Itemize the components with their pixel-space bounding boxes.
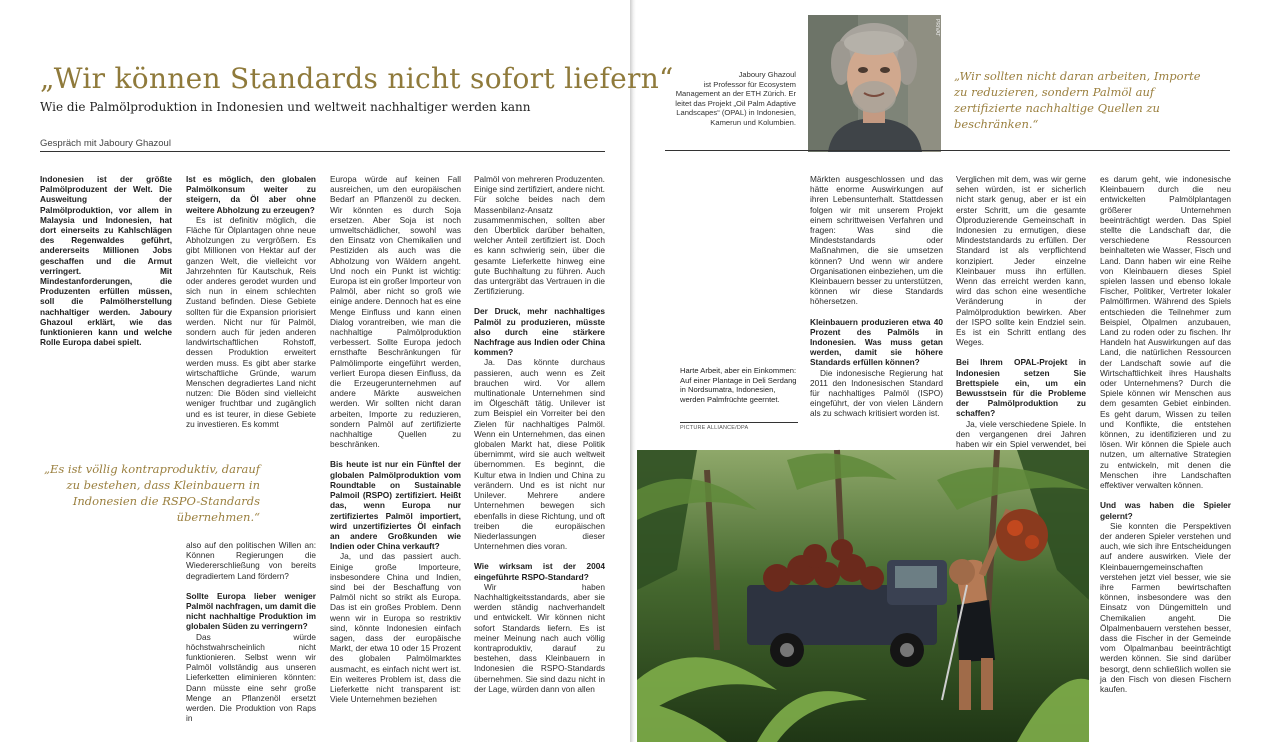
pullquote-right: „Wir sollten nicht daran arbeiten, Importe zu reduzieren, sondern Palmöl auf zertifizierte nachhaltige Quellen zu beschränken.“ (954, 69, 1201, 131)
pullquote-left: „Es ist völlig kontraproduktiv, darauf zu bestehen, dass Kleinbauern in Indonesien die RSPO-Standards übernehmen.“ (43, 462, 260, 524)
answer: Es ist definitiv möglich, die Fläche für Ölplantagen ohne neue Abholzungen zu vergrößern. Es gibt Millionen von Hektar auf der ganzen Welt, die vielleicht vor Jahrzehnten für Kautschuk, Reis oder anderes gerodet wurden und sich nun in einem schlechten Zustand befinden. Diese Gebiete sollten für die Expansion priorisiert werden. Nicht nur für Palmöl, sondern auch für jeden anderen landwirtschaftlichen Rohstoff, dessen Produktion erweitert werden muss. Es gibt aber starke wirtschaftliche Gründe, warum Menschen degradiertes Land nicht nutzen: Die Böden sind vielleicht weniger fruchtbar und zugänglich und es ist teurer, in diese Gebiete zu investieren. Es kommt (186, 214, 316, 429)
answer-continued: Europa würde auf keinen Fall ausreichen, um den europäischen Bedarf an Pflanzenöl zu decken. Wir könnten es durch Soja ersetzen. Aber Soja ist noch umweltschädlicher, sowohl was den Einsatz von Chemikalien und Pestiziden als auch was die Abholzung von Wäldern angeht. Und noch ein Punkt ist wichtig: Europa ist ein großer Importeur von Palmöl, aber nicht so groß wie einige andere. Dennoch hat es eine Menge Einfluss und kann einen Dialog vorantreiben, wie man die nachhaltige Palmölproduktion verbessert. Sollte Europa jedoch ernsthafte Beschränkungen für Palmölimporte eingeführt werden, verliert Europa diesen Einfluss, da die Erzeugerunternehmen auf andere Märkte ausweichen werden. Wir sollten nicht daran arbeiten, Importe zu reduzieren, sondern Palmöl auf zertifizierte nachhaltige Quellen zu beschränken. (330, 174, 462, 450)
column-2-bottom (186, 540, 316, 740)
lead-paragraph: Indonesien ist der größte Palmölproduzent der Welt. Die Ausweitung der Palmölproduktion, vor allem in Malaysia und Indonesien, hat dort einerseits zu Kahlschlägen des Regenwaldes geführt, andererseits Millionen Jobs geschaffen und die Armut verringert. Mit Mindestanforderungen, die Produzenten erfüllen müssen, soll die Palmölherstellung nachhaltiger werden. Jaboury Ghazoul erklärt, wie das funktionieren kann und welche Rolle Europa dabei spielt. (40, 174, 172, 348)
byline: Gespräch mit Jaboury Ghazoul (40, 138, 605, 152)
column-6 (956, 174, 1086, 450)
column-4 (474, 174, 605, 740)
answer: Wir haben Nachhaltigkeitsstandards, aber sie werden ständig nachverhandelt und entwickelt. Wir können nicht sofort Standards liefern. Es ist meiner Meinung nach auch völlig kontraproduktiv, darauf zu bestehen, dass Kleinbauern in Indonesien die RSPO-Standards übernehmen. Sie sind dazu nicht in der Lage, würden dann von allen (474, 581, 605, 694)
column-2-top (186, 174, 316, 446)
author-bio (662, 70, 796, 128)
column-7 (1100, 174, 1231, 740)
portrait-credit: PRIVAT (934, 19, 940, 37)
question: Ist es möglich, den globalen Palmölkonsum weiter zu steigern, da Öl aber ohne weitere Abholzung zu erzeugen? (186, 174, 316, 215)
photo-caption: Harte Arbeit, aber ein Einkommen: Auf einer Plantage in Deli Serdang in Nordsumatra, Indonesien, werden Palmfrüchte geerntet. (680, 366, 797, 404)
portrait-illustration (808, 15, 941, 152)
author-bio-text: ist Professor für Ecosystem Management an der ETH Zürich. Er leitet das Projekt „Oil Palm Adaptive Landscapes“ (OPAL) in Indonesien, Kamerun und Kolumbien. (675, 79, 796, 127)
answer: Ja. Das könnte durchaus passieren, auch wenn es Zeit brauchen wird. Vor allem multinationale Unternehmen sind im Ölgeschäft tätig. Unilever ist zum Beispiel ein Vorreiter bei den Zielen für nachhaltiges Palmöl. Wenn ein Unternehmen, das einen globalen Markt hat, diese Politik übernimmt, wird sie auch weltweit übernommen. Es beginnt, die Kultur etwa in Indien und China zu verändern. Und es ist nicht nur Unilever. Mehrere andere Unternehmen bewegen sich ebenfalls in diese Richtung, und oft treiben die europäischen Niederlassungen dieser Unternehmen dies voran. (474, 357, 605, 552)
column-3 (330, 174, 461, 740)
answer-continued: Märkten ausgeschlossen und das hätte enorme Auswirkungen auf ihren Lebensunterhalt. Stattdessen folgen wir mit unserem Projekt einem schrittweisen Verfahren und fragen: Was sind die Mindeststandards oder Maßnahmen, die sie umsetzen können? Und wenn wir andere Organisationen einbeziehen, um die Kleinbauern besser zu unterstützen, können wir diese Standards höhersetzen. (810, 174, 943, 307)
question: Sollte Europa lieber weniger Palmöl nachfragen, um damit die nicht nachhaltige Produktion im globalen Süden zu verringern? (186, 590, 317, 632)
question: Bis heute ist nur ein Fünftel der globalen Palmölproduktion vom Roundtable on Sustainable Palmoil (RSPO) zertifiziert. Heißt das, wenn Europa nur zertifiziertes Palmöl importiert, wird unzertifiziertes Öl einfach an andere Großkunden wie Indien oder China verkauft? (330, 459, 461, 552)
author-name: Jaboury Ghazoul (738, 70, 796, 79)
answer: Das würde höchstwahrscheinlich nicht funktionieren. Selbst wenn wir Palmöl vollständig aus unseren Lieferketten eliminieren könnten: Dann müsste eine sehr große Menge an Pflanzenöl ersetzt werden. Die Produktion von Raps in (186, 631, 316, 724)
question: Der Druck, mehr nachhaltiges Palmöl zu produzieren, müsste also durch eine stärkere Nachfrage aus Indien oder China kommen? (474, 306, 605, 358)
author-portrait (808, 15, 941, 152)
question: Bei Ihrem OPAL-Projekt in Indonesien setzen Sie Brettspiele ein, um ein Bewusstsein für die Probleme der Palmölproduktion zu schaffen? (956, 357, 1086, 419)
subheadline: Wie die Palmölproduktion in Indonesien und weltweit nachhaltiger werden kann (40, 100, 531, 114)
question: Wie wirksam ist der 2004 eingeführte RSPO-Standard? (474, 561, 605, 582)
plantation-illustration (637, 450, 1089, 742)
answer: Sie konnten die Perspektiven der anderen Spieler verstehen und auch, wie sich ihre Entscheidungen auf andere auswirken. Viele der Kleinbauerngemeinschaften verstehen jetzt viel besser, wie sie ihre Farmen bewirtschaften können, insbesondere was den Einsatz von Düngemitteln und Chemikalien angeht. Die Ölpalmenbauern verstehen besser, dass die Fischer in der Gemeinde vom Ölpalmanbau beeinträchtigt werden können. Sie sind darüber besorgt, denn schließlich wollen sie ja den Fisch von diesen Fischern kaufen. (1100, 520, 1231, 694)
plantation-photo (637, 450, 1089, 742)
question: Und was haben die Spieler gelernt? (1100, 500, 1231, 521)
spread-gutter (630, 0, 636, 742)
answer-continued: Verglichen mit dem, was wir gerne sehen würden, ist er sicherlich nicht stark genug, aber er ist ein erster Schritt, um die gesamte Ölproduzierende Gemeinschaft in Indonesien zu ermutigen, diese Mindeststandards zu erfüllen. Der Standard ist als verpflichtend konzipiert. Jeder einzelne Kleinbauer muss ihn erfüllen. Wenn das erreicht werden kann, wird das schon eine wesentliche Veränderung in der Palmölproduktion bewirken. Aber der ISPO sollte kein Endziel sein. Es ist ein Schritt entlang des Weges. (956, 174, 1086, 348)
headline: „Wir können Standards nicht sofort liefern“ (40, 62, 674, 95)
answer: Ja, viele verschiedene Spiele. In den vergangenen drei Jahren haben wir ein Spiel verwendet, bei (956, 418, 1086, 450)
column-5 (810, 174, 943, 439)
section-rule (665, 150, 1230, 151)
intro-column (40, 174, 172, 454)
answer-continued: Palmöl von mehreren Produzenten. Einige sind zertifiziert, andere nicht. Für solche beides nach dem Massenbilanz-Ansatz zusammenmischen, sollten aber den Überblick darüber behalten, welcher Anteil zertifiziert ist. Doch es kann schwierig sein, über die gesamte Lieferkette hinweg eine gute Buchhaltung zu führen. Auch das untergräbt das Vertrauen in die Zertifizierung. (474, 174, 605, 297)
answer: Die indonesische Regierung hat 2011 den Indonesischen Standard für nachhaltiges Palmöl (ISPO) eingeführt, der von vielen Ländern als zu schwach kritisiert worden ist. (810, 367, 943, 419)
answer-continued: es darum geht, wie indonesische Kleinbauern durch die neu entwickelten Palmölplantagen größerer Unternehmen beeinträchtigt werden. Das Spiel stellte die Landschaft dar, die verschiedene Ressourcen beinhalteten wie Wasser, Fisch und Land. Dann haben wir eine Reihe von Kleinbauern dieses Spiel spielen lassen und ebenso lokale Fischer, Politiker, Vertreter lokaler Palmölfirmen. Während des Spiels entschieden die Teilnehmer zum Beispiel, Ölpalmen anzubauen, Land zu roden oder zu fischen. Ihr Handeln hat Auswirkungen auf das Land, die natürlichen Ressourcen der Landschaft sowie auf die Wirtschaftlichkeit ihres Haushalts oder Unternehmens? Durch die Spiele können wir Menschen aus dem gesamten Gebiet einbinden. Es geht darum, Wissen zu teilen und Konflikte, die entstehen können, zu identifizieren und zu lösen. Wir können die Spiele auch nutzen, um alternative Strategien zu entwickeln, mit denen die Menschen ihre Landschaften effektiver verwalten können. (1100, 174, 1231, 491)
answer: Ja, und das passiert auch. Einige große Importeure, insbesondere China und Indien, sind bei der Beschaffung von Palmöl nicht so strikt als Europa. Das ist ein großes Problem. Denn wenn wir in Europa so restriktiv sind, könnte Indonesien einfach sagen, dass der europäische Markt, der etwa 10 oder 15 Prozent des globalen Palmölmarktes ausmacht, es einfach nicht wert ist. Ein weiteres Problem ist, dass die Lieferkette nicht transparent ist: Viele Unternehmen beziehen (330, 551, 461, 705)
answer-continued: also auf den politischen Willen an: Können Regierungen die Wiedererschließung von bereits degradiertem Land fördern? (186, 540, 316, 581)
photo-credit: PICTURE ALLIANCE/DPA (680, 422, 798, 431)
question: Kleinbauern produzieren etwa 40 Prozent des Palmöls in Indonesien. Was muss getan werden, damit sie höhere Standards erfüllen können? (810, 316, 943, 368)
